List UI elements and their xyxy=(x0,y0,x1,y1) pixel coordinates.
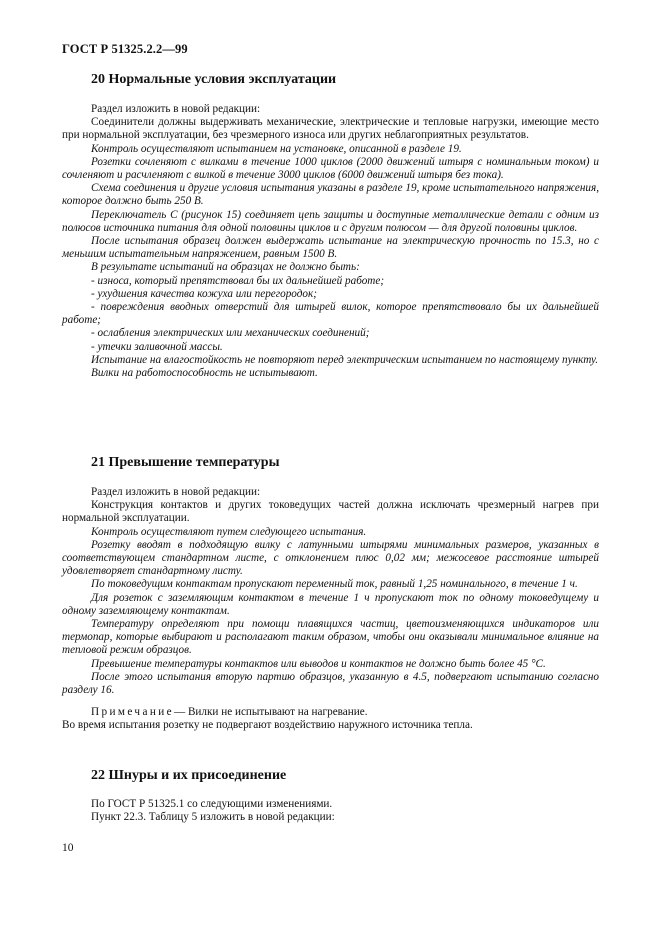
section-21-body xyxy=(62,486,599,733)
paragraph: По ГОСТ Р 51325.1 со следующими изменениями. xyxy=(91,798,333,810)
paragraph: Раздел изложить в новой редакции: xyxy=(91,486,261,498)
paragraph: В результате испытаний на образцах не должно быть: xyxy=(91,261,360,274)
section-22-heading: 22 Шнуры и их присоединение xyxy=(91,768,287,783)
paragraph: Розетки сочленяют с вилками в течение 1000 циклов (2000 движений штыря с номинальным током) и сочленяют и расчленяют с вилкой в течение 3000 циклов (6000 движений штыря без тока). xyxy=(62,155,599,182)
section-21-heading: 21 Превышение температуры xyxy=(91,455,280,470)
paragraph: Температуру определяют при помощи плавящихся частиц, цветоизменяющихся индикаторов или термопар, которые выбирают и располагают таким образом, чтобы они оказывали минимальное влияние на тепловой режим образцов. xyxy=(62,618,599,657)
section-20-heading: 20 Нормальные условия эксплуатации xyxy=(91,72,337,87)
list-item: - утечки заливочной массы. xyxy=(91,340,223,353)
paragraph: Соединители должны выдерживать механические, электрические и тепловые нагрузки, имеющие место при нормальной эксплуатации, без чрезмерного износа или других неблагоприятных результатов. xyxy=(62,116,599,142)
section-20-body xyxy=(62,103,599,380)
paragraph: Испытание на влагостойкость не повторяют перед электрическим испытанием по настоящему пункту. xyxy=(91,353,599,366)
paragraph: По токоведущим контактам пропускают переменный ток, равный 1,25 номинального, в течение 1 ч. xyxy=(91,578,578,591)
note-label: Примечание xyxy=(91,706,174,719)
paragraph: Вилки на работоспособность не испытывают. xyxy=(91,367,318,380)
paragraph: Пункт 22.3. Таблицу 5 изложить в новой редакции: xyxy=(91,811,335,824)
paragraph: После испытания образец должен выдержать испытание на электрическую прочность по 15.3, но с меньшим испытательным напряжением, равным 1500 В. xyxy=(62,235,599,261)
paragraph: После этого испытания вторую партию образцов, указанную в 4.5, подвергают испытанию согласно разделу 16. xyxy=(62,670,599,697)
list-item: - повреждения вводных отверстий для штырей вилок, которое препятствовало бы их дальнейшей работе; xyxy=(62,301,599,327)
list-item: - ухудшения качества кожуха или перегородок; xyxy=(91,287,317,300)
paragraph: Для розеток с заземляющим контактом в течение 1 ч пропускают ток по одному токоведущему и одному заземляющему контактам. xyxy=(62,591,599,617)
paragraph: Конструкция контактов и других токоведущих частей должна исключать чрезмерный нагрев при нормальной эксплуатации. xyxy=(62,499,599,525)
paragraph: Переключатель С (рисунок 15) соединяет цепь защиты и доступные металлические детали с одним из полюсов источника питания для одной половины циклов и с другим полюсом — для другой половины циклов. xyxy=(62,208,599,234)
paragraph: Раздел изложить в новой редакции: xyxy=(91,103,261,115)
page-number: 10 xyxy=(62,842,74,854)
note-text: — Вилки не испытывают на нагревание. xyxy=(173,706,368,719)
list-item: - ослабления электрических или механических соединений; xyxy=(91,327,370,340)
list-item: - износа, который препятствовал бы их дальнейшей работе; xyxy=(91,274,385,287)
paragraph: Контроль осуществляют путем следующего испытания. xyxy=(91,525,367,538)
paragraph: Розетку вводят в подходящую вилку с латунными штырями минимальных размеров, указанных в соответствующем стандартном листе, с отклонением плюс 0,02 мм; межосевое расстояние штырей удовлетворяет стандартному листу. xyxy=(62,538,599,578)
paragraph: Схема соединения и другие условия испытания указаны в разделе 19, кроме испытательного напряжения, которое должно быть 250 В. xyxy=(62,182,599,208)
paragraph: Контроль осуществляют испытанием на установке, описанной в разделе 19. xyxy=(91,142,462,155)
note xyxy=(62,706,599,719)
document-header: ГОСТ Р 51325.2.2—99 xyxy=(62,42,188,56)
note-extra: Во время испытания розетку не подвергают воздействию наружного источника тепла. xyxy=(62,719,473,732)
paragraph: Превышение температуры контактов или выводов и контактов не должно быть более 45 °С. xyxy=(91,657,546,670)
section-22-body xyxy=(62,798,599,824)
